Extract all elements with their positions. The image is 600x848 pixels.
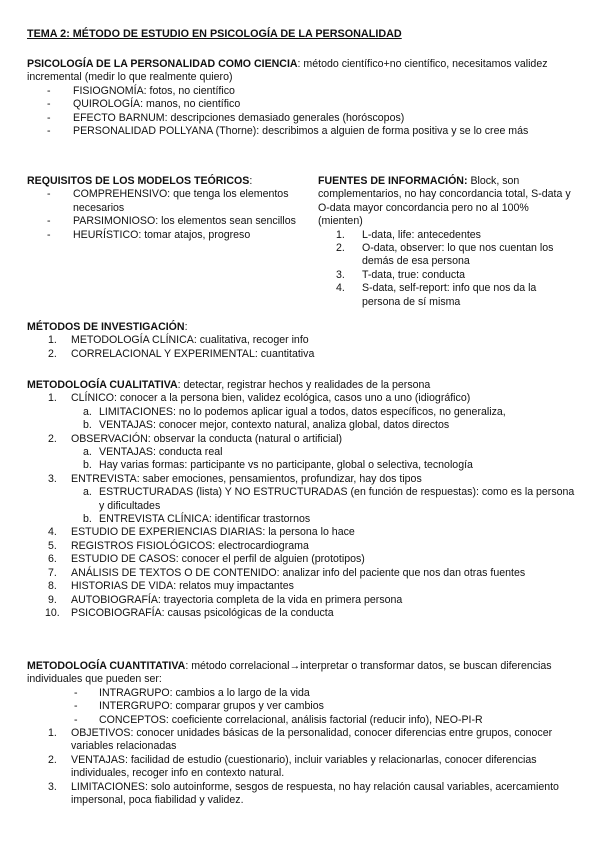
- dash-list: [27, 85, 575, 139]
- list-item-text: L-data, life: antecedentes: [362, 228, 481, 241]
- section-intro: [27, 321, 575, 334]
- list-item-text: ESTUDIO DE EXPERIENCIAS DIARIAS: la persona lo hace: [71, 526, 355, 539]
- list-item-text: HISTORIAS DE VIDA: relatos muy impactantes: [71, 580, 294, 593]
- section-requisitos: [27, 175, 307, 242]
- list-item: [27, 433, 575, 473]
- list-item: - INTRAGRUPO: cambios a lo largo de la vida: [27, 687, 575, 700]
- list-item-text: ANÁLISIS DE TEXTOS O DE CONTENIDO: analizar info del paciente que nos dan otras fuentes: [71, 566, 526, 579]
- section-text: : método científico+no científico, necesitamos validez incremental (medir lo que realmente quiero): [27, 58, 548, 84]
- list-item-text: Hay varias formas: participante vs no participante, global o selectiva, tecnología: [99, 459, 473, 472]
- list-number: 1.: [336, 228, 345, 241]
- list-item-text: CLÍNICO: conocer a la persona bien, validez ecológica, casos uno a uno (idiográfico): [71, 392, 471, 405]
- list-item-text: VENTAJAS: conocer mejor, contexto natural, analiza global, datos directos: [99, 419, 450, 432]
- sub-list-item: [27, 406, 575, 419]
- list-item: [27, 607, 575, 620]
- list-item-text: S-data, self-report: info que nos da la persona de sí misma: [362, 282, 537, 308]
- section-psicologia-ciencia: [27, 58, 575, 138]
- list-letter: a.: [83, 486, 92, 499]
- sub-list: [27, 406, 575, 433]
- list-item-text: LIMITACIONES: no lo podemos aplicar igual a todos, datos específicos, no generaliza,: [99, 405, 506, 418]
- list-item-text: ESTRUCTURADAS (lista) Y NO ESTRUCTURADAS (en función de respuestas): como es la persona y dificultades: [99, 486, 575, 512]
- list-item-text: ENTREVISTA: saber emociones, pensamientos, profundizar, hay dos tipos: [71, 472, 422, 485]
- list-number: 1.: [48, 727, 57, 740]
- section-heading: METODOLOGÍA CUANTITATIVA: [27, 660, 186, 672]
- list-item-text: REGISTROS FISIOLÓGICOS: electrocardiograma: [71, 539, 309, 552]
- list-item: [318, 242, 573, 269]
- section-text: Block, son complementarios, no hay concordancia total, S-data y O-data mayor concordancia pero no al 100% (mienten): [318, 175, 571, 228]
- list-item-text: OBJETIVOS: conocer unidades básicas de la personalidad, conocer diferencias entre grupos, conocer variables relacionadas: [71, 727, 553, 753]
- list-letter: b.: [83, 419, 92, 432]
- list-number: 1.: [48, 392, 57, 405]
- list-number: 4.: [48, 526, 57, 539]
- sub-list-item: [27, 446, 575, 459]
- section-intro: [27, 660, 575, 687]
- sub-list-item: [27, 459, 575, 472]
- section-intro: [318, 175, 573, 229]
- list-number: 8.: [48, 580, 57, 593]
- section-heading: MÉTODOS DE INVESTIGACIÓN: [27, 321, 185, 333]
- list-item-text: METODOLOGÍA CLÍNICA: cualitativa, recoger info: [71, 334, 309, 347]
- section-cualitativa: [27, 379, 575, 620]
- list-number: 2.: [48, 432, 57, 445]
- section-text: : método correlacional→interpretar o transformar datos, se buscan diferencias individuales que pueden ser:: [27, 660, 552, 686]
- list-item: [318, 282, 573, 309]
- list-item: [27, 334, 575, 347]
- sub-list-item: [27, 513, 575, 526]
- sub-list: [27, 446, 575, 473]
- document-title: TEMA 2: MÉTODO DE ESTUDIO EN PSICOLOGÍA DE LA PERSONALIDAD: [27, 28, 402, 40]
- list-item-text: T-data, true: conducta: [362, 268, 466, 281]
- section-cuantitativa: [27, 660, 575, 807]
- list-item: [318, 269, 573, 282]
- list-item: [27, 580, 575, 593]
- numbered-list: [27, 334, 575, 361]
- list-number: 2.: [336, 242, 345, 255]
- list-item: - FISIOGNOMÍA: fotos, no científico: [27, 85, 575, 98]
- list-item: [27, 348, 575, 361]
- sub-list-item: [27, 419, 575, 432]
- list-item: [27, 567, 575, 580]
- list-letter: a.: [83, 446, 92, 459]
- list-item-text: LIMITACIONES: solo autoinforme, sesgos de respuesta, no hay relación causal variables, acercamiento impersonal, poca fiabilidad y validez.: [71, 780, 559, 807]
- list-item: [27, 392, 575, 432]
- section-text: :: [249, 175, 253, 187]
- section-text: : detectar, registrar hechos y realidades de la persona: [177, 379, 431, 391]
- list-item-text: VENTAJAS: facilidad de estudio (cuestionario), incluir variables y relacionarlas, conocer diferencias individuales, recoger info en contexto natural.: [71, 753, 537, 780]
- list-number: 7.: [48, 566, 57, 579]
- list-number: 5.: [48, 539, 57, 552]
- section-heading: FUENTES DE INFORMACIÓN:: [318, 175, 468, 187]
- list-item-text: AUTOBIOGRAFÍA: trayectoria completa de la vida en primera persona: [71, 593, 403, 606]
- list-item: - EFECTO BARNUM: descripciones demasiado generales (horóscopos): [27, 112, 575, 125]
- list-letter: b.: [83, 513, 92, 526]
- list-number: 3.: [336, 268, 345, 281]
- dash-list: [27, 687, 575, 727]
- section-heading: PSICOLOGÍA DE LA PERSONALIDAD COMO CIENCIA: [27, 58, 298, 70]
- list-item-text: ESTUDIO DE CASOS: conocer el perfil de alguien (prototipos): [71, 553, 365, 566]
- section-intro: [27, 175, 307, 188]
- numbered-list: [27, 727, 575, 807]
- list-number: 6.: [48, 553, 57, 566]
- list-number: 9.: [48, 593, 57, 606]
- list-number: 4.: [336, 282, 345, 295]
- list-letter: a.: [83, 405, 92, 418]
- list-number: 3.: [48, 780, 57, 793]
- list-item: - INTERGRUPO: comparar grupos y ver cambios: [27, 700, 575, 713]
- numbered-list: [27, 392, 575, 620]
- numbered-list: [318, 229, 573, 309]
- section-intro: [27, 58, 575, 85]
- list-item-text: O-data, observer: lo que nos cuentan los demás de esa persona: [362, 242, 554, 268]
- list-item-text: ENTREVISTA CLÍNICA: identificar trastornos: [99, 513, 311, 526]
- list-item: - CONCEPTOS: coeficiente correlacional, análisis factorial (reducir info), NEO-PI-R: [27, 714, 575, 727]
- list-number: 2.: [48, 753, 57, 766]
- list-item-text: VENTAJAS: conducta real: [99, 446, 223, 459]
- sub-list: [27, 486, 575, 526]
- sub-list-item: [27, 486, 575, 513]
- section-heading: REQUISITOS DE LOS MODELOS TEÓRICOS: [27, 175, 250, 187]
- section-fuentes: [318, 175, 573, 309]
- list-item: - PARSIMONIOSO: los elementos sean sencillos: [27, 215, 307, 228]
- list-item: - COMPREHENSIVO: que tenga los elementos necesarios: [27, 188, 307, 215]
- section-intro: [27, 379, 575, 392]
- section-text: :: [184, 321, 188, 333]
- list-item: [27, 526, 575, 539]
- list-number: 2.: [48, 347, 57, 360]
- list-item: [27, 754, 575, 781]
- list-item-text: OBSERVACIÓN: observar la conducta (natural o artificial): [71, 432, 343, 445]
- list-item: [27, 594, 575, 607]
- list-item: - HEURÍSTICO: tomar atajos, progreso: [27, 229, 307, 242]
- list-item-text: PSICOBIOGRAFÍA: causas psicológicas de la conducta: [71, 606, 334, 619]
- list-item: - PERSONALIDAD POLLYANA (Thorne): describimos a alguien de forma positiva y se lo cree más: [27, 125, 575, 138]
- list-letter: b.: [83, 459, 92, 472]
- list-item: [27, 473, 575, 527]
- section-heading: METODOLOGÍA CUALITATIVA: [27, 379, 178, 391]
- list-number: 3.: [48, 472, 57, 485]
- list-item-text: CORRELACIONAL Y EXPERIMENTAL: cuantitativa: [71, 347, 315, 360]
- list-item: [27, 553, 575, 566]
- list-number: 10.: [45, 606, 60, 619]
- dash-list: [27, 188, 307, 242]
- list-item: [318, 229, 573, 242]
- list-number: 1.: [48, 334, 57, 347]
- list-item: - QUIROLOGÍA: manos, no científico: [27, 98, 575, 111]
- section-metodos: [27, 321, 575, 361]
- list-item: [27, 540, 575, 553]
- list-item: [27, 727, 575, 754]
- list-item: [27, 781, 575, 808]
